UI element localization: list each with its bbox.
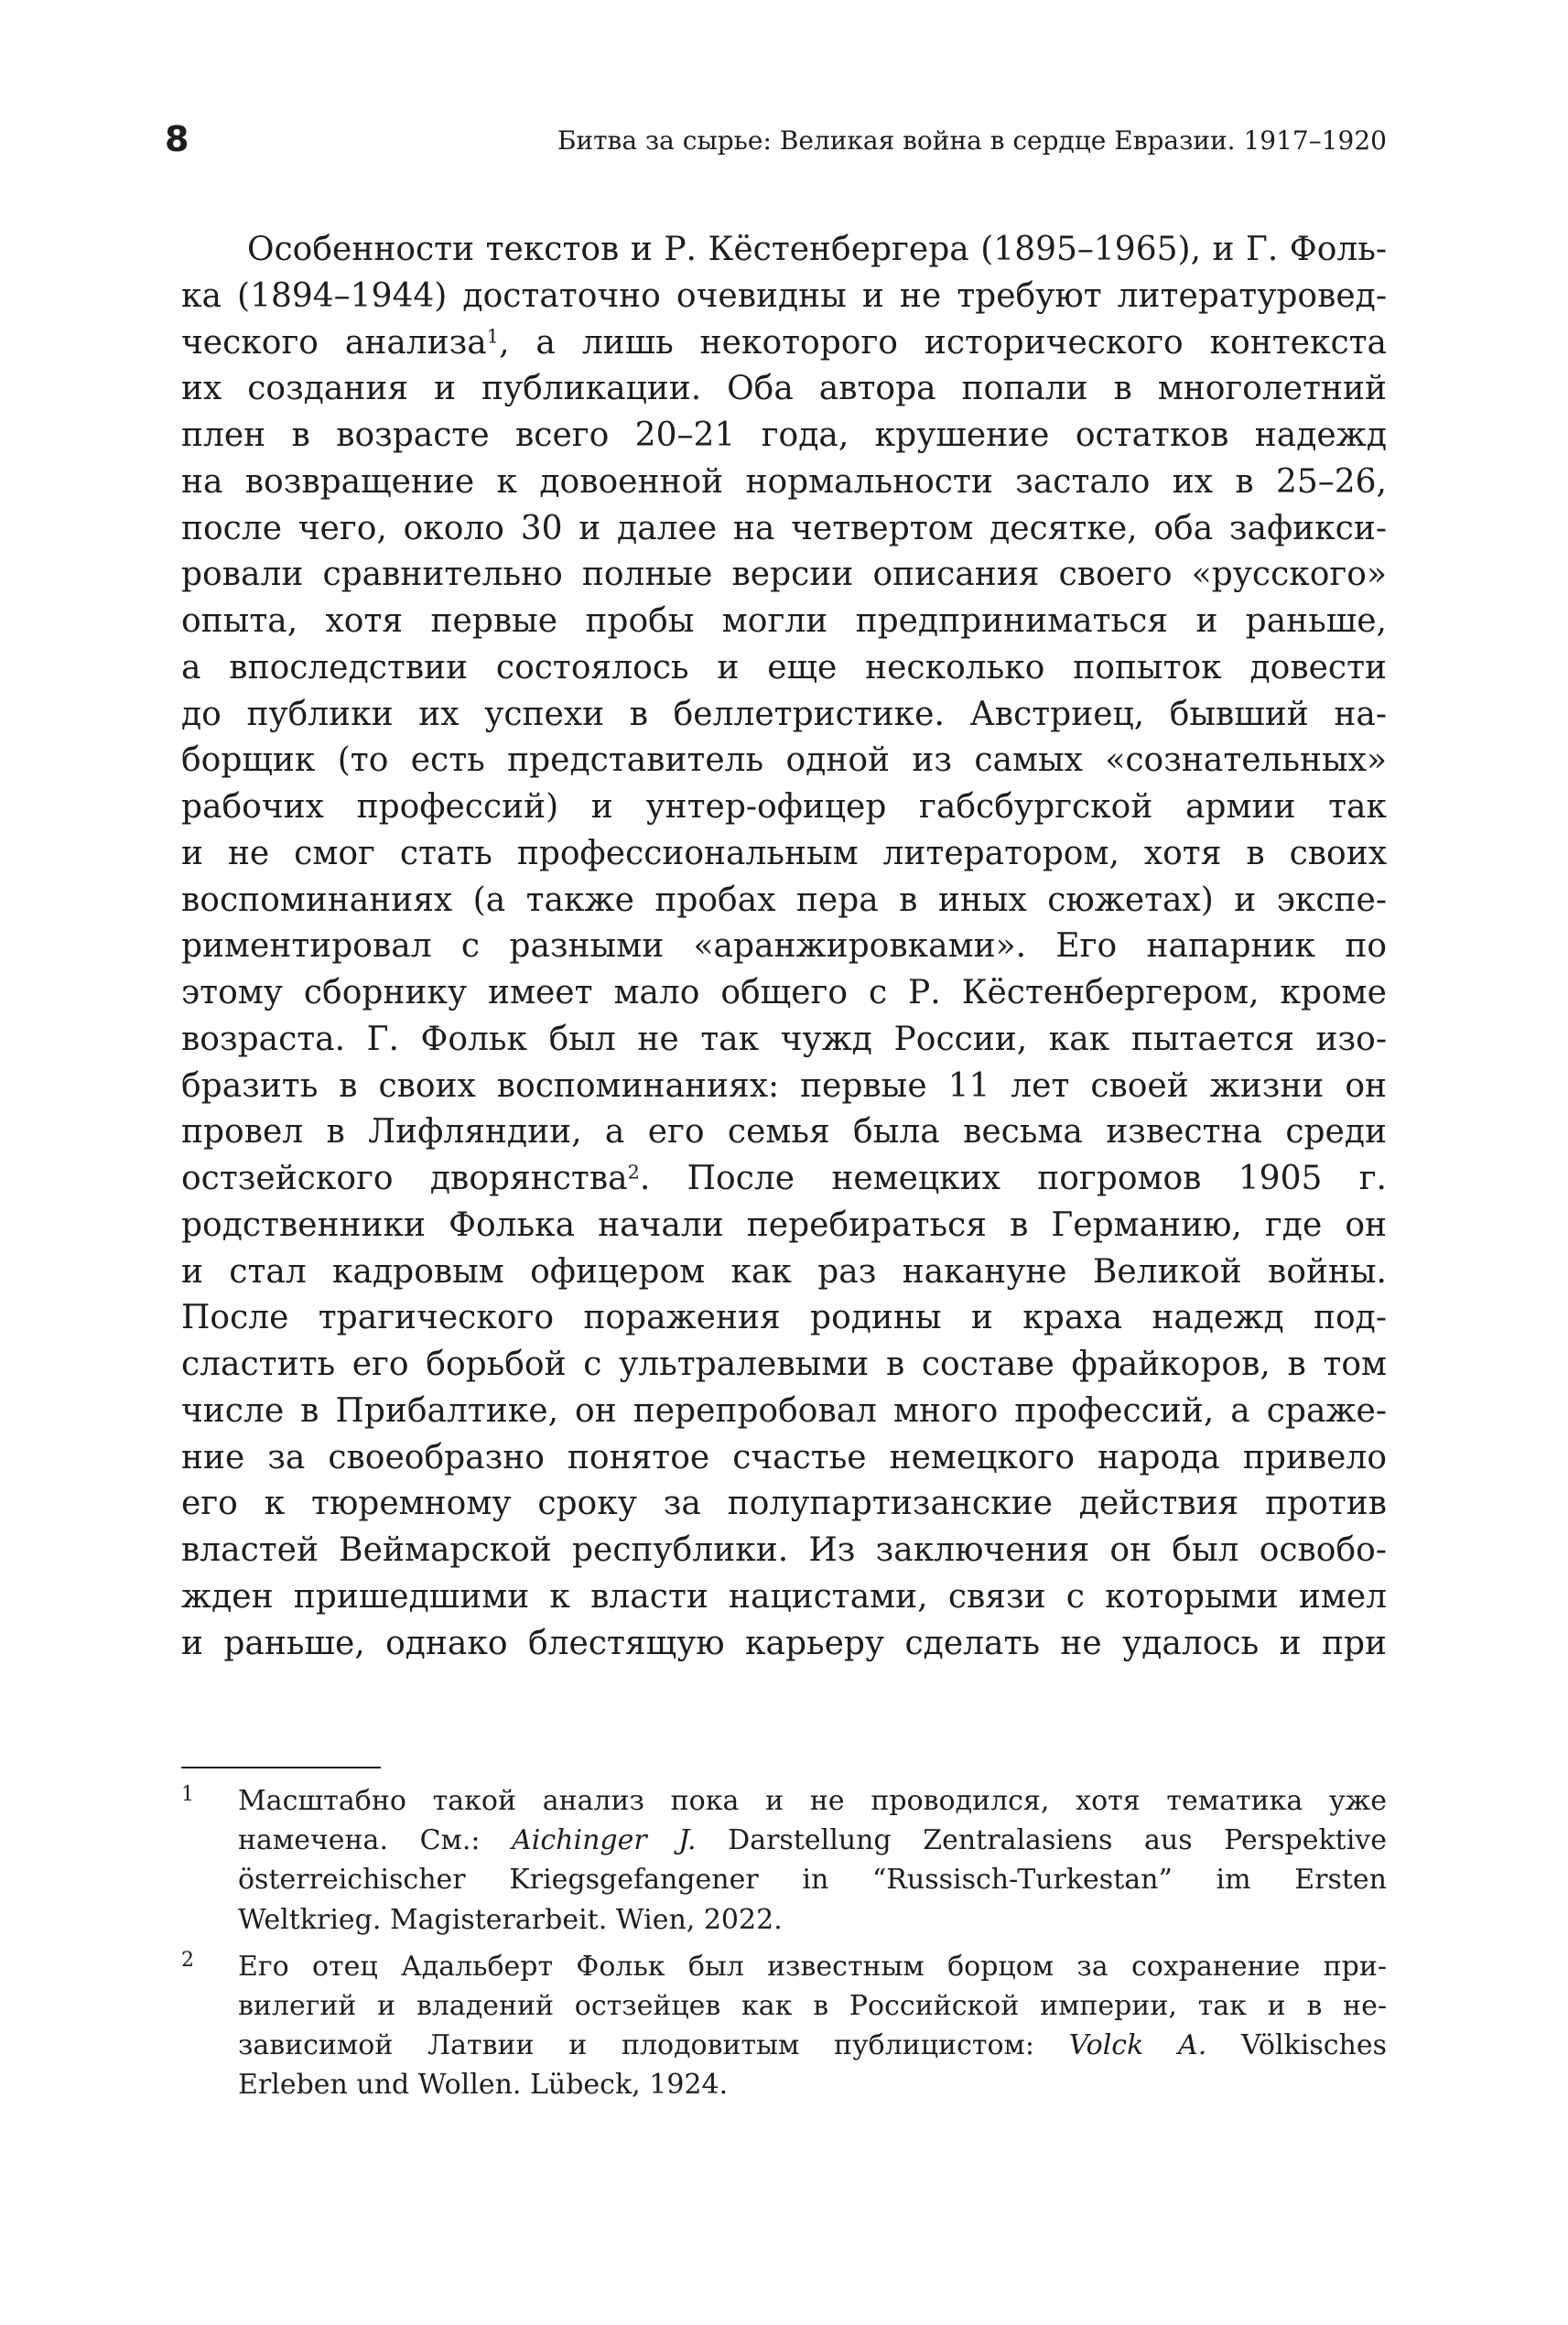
text-line: после чего, около 30 и далее на четвертом десятке, оба зафикси- bbox=[181, 509, 1387, 547]
footnote-divider bbox=[181, 1767, 381, 1768]
footnote-line: österreichischer Kriegsgefangener in “Russisch-Turkestan” im Ersten bbox=[238, 1864, 1387, 1897]
footnote-number: 1 bbox=[181, 1783, 194, 1806]
footnote-line: Масштабно такой анализ пока и не проводился, хотя тематика уже bbox=[238, 1785, 1387, 1817]
text-line bbox=[181, 320, 1387, 367]
text-line: провел в Лифляндии, а его семья была весьма известна среди bbox=[181, 1113, 1387, 1152]
running-title: Битва за сырье: Великая война в сердце Евразии. 1917–1920 bbox=[557, 125, 1387, 156]
footnote-2 bbox=[181, 1947, 1387, 2105]
text-line: и стал кадровым офицером как раз накануне Великой войны. bbox=[181, 1252, 1387, 1291]
text-line: Особенности текстов и Р. Кёстенбергера (1895–1965), и Г. Фоль- bbox=[247, 231, 1387, 268]
footnote-1 bbox=[181, 1781, 1387, 1940]
text-fragment: ческого анализа bbox=[181, 323, 487, 362]
text-line: рабочих профессий) и унтер-офицер габсбургской армии так bbox=[181, 788, 1387, 826]
footnotes bbox=[181, 1781, 1387, 2105]
text-line: бразить в своих воспоминаниях: первые 11 лет своей жизни он bbox=[181, 1066, 1387, 1105]
text-fragment: , а лишь некоторого исторического контекста bbox=[499, 323, 1387, 362]
text-line: сластить его борьбой с ультралевыми в составе фрайкоров, в том bbox=[181, 1346, 1387, 1383]
text-line: опыта, хотя первые пробы могли предприниматься и раньше, bbox=[181, 602, 1387, 640]
footnote-line bbox=[238, 2026, 1387, 2065]
text-line: родственники Фолька начали перебираться в Германию, где он bbox=[181, 1206, 1387, 1244]
text-line: а впоследствии состоялось и еще несколько попыток довести bbox=[181, 648, 1387, 687]
footnote-line: Его отец Адальберт Фольк был известным борцом за сохранение при- bbox=[238, 1950, 1387, 1983]
text-fragment: Völkisches bbox=[1206, 2029, 1387, 2062]
footnote-line: Weltkrieg. Magisterarbeit. Wien, 2022. bbox=[238, 1903, 783, 1936]
cited-author: Aichinger J. bbox=[512, 1824, 697, 1857]
text-line: до публики их успехи в беллетристике. Австриец, бывший на- bbox=[181, 695, 1387, 733]
text-line: воспоминаниях (а также пробах пера в иных сюжетах) и экспе- bbox=[181, 881, 1387, 919]
text-line: плен в возрасте всего 20–21 года, крушение остатков надежд bbox=[181, 416, 1387, 454]
page-number: 8 bbox=[165, 119, 189, 159]
cited-author: Volck A. bbox=[1068, 2029, 1207, 2062]
footnote-number: 2 bbox=[181, 1948, 194, 1972]
text-line: возраста. Г. Фольк был не так чужд России, как пытается изо- bbox=[181, 1020, 1387, 1058]
text-line: его к тюремному сроку за полупартизанские действия против bbox=[181, 1485, 1387, 1523]
text-line: борщик (то есть представитель одной из самых «сознательных» bbox=[181, 741, 1387, 780]
text-fragment: остзейского дворянства bbox=[181, 1160, 628, 1197]
text-line: и раньше, однако блестящую карьеру сделать не удалось и при bbox=[181, 1624, 1387, 1662]
text-line: риментировал с разными «аранжировками». Его напарник по bbox=[181, 927, 1387, 966]
text-line: этому сборнику имеет мало общего с Р. Кёстенбергером, кроме bbox=[181, 974, 1387, 1011]
text-fragment: намечена. См.: bbox=[238, 1824, 513, 1857]
text-line: ние за своеобразно понятое счастье немецкого народа привело bbox=[181, 1438, 1387, 1476]
text-line: ка (1894–1944) достаточно очевидны и не требуют литературовед- bbox=[181, 276, 1387, 315]
text-fragment: Darstellung Zentralasiens aus Perspektive bbox=[696, 1824, 1388, 1857]
text-line: После трагического поражения родины и краха надежд под- bbox=[181, 1299, 1387, 1337]
footnote-line: вилегий и владений остзейцев как в Российской империи, так и в не- bbox=[238, 1989, 1387, 2022]
footnote-line bbox=[238, 1821, 1387, 1860]
main-text bbox=[181, 227, 1387, 1667]
text-fragment: зависимой Латвии и плодовитым публицистом: bbox=[238, 2029, 1069, 2062]
text-line: их создания и публикации. Оба автора попали в многолетний bbox=[181, 370, 1387, 408]
text-line: и не смог стать профессиональным литератором, хотя в своих bbox=[181, 834, 1387, 872]
text-fragment: . После немецких погромов 1905 г. bbox=[639, 1160, 1388, 1197]
text-line bbox=[181, 1156, 1387, 1203]
text-line: ровали сравнительно полные версии описания своего «русского» bbox=[181, 556, 1387, 594]
footnote-ref-2[interactable]: 2 bbox=[627, 1161, 640, 1184]
text-line: на возвращение к довоенной нормальности застало их в 25–26, bbox=[181, 462, 1387, 501]
text-line: числе в Прибалтике, он перепробовал много профессий, а сраже- bbox=[181, 1391, 1387, 1430]
text-line: жден пришедшими к власти нацистами, связи с которыми имел bbox=[181, 1577, 1387, 1616]
footnote-line: Erleben und Wollen. Lübeck, 1924. bbox=[238, 2069, 729, 2102]
footnote-ref-1[interactable]: 1 bbox=[486, 325, 500, 348]
text-line: властей Веймарской республики. Из заключения он был освобо- bbox=[181, 1531, 1387, 1569]
